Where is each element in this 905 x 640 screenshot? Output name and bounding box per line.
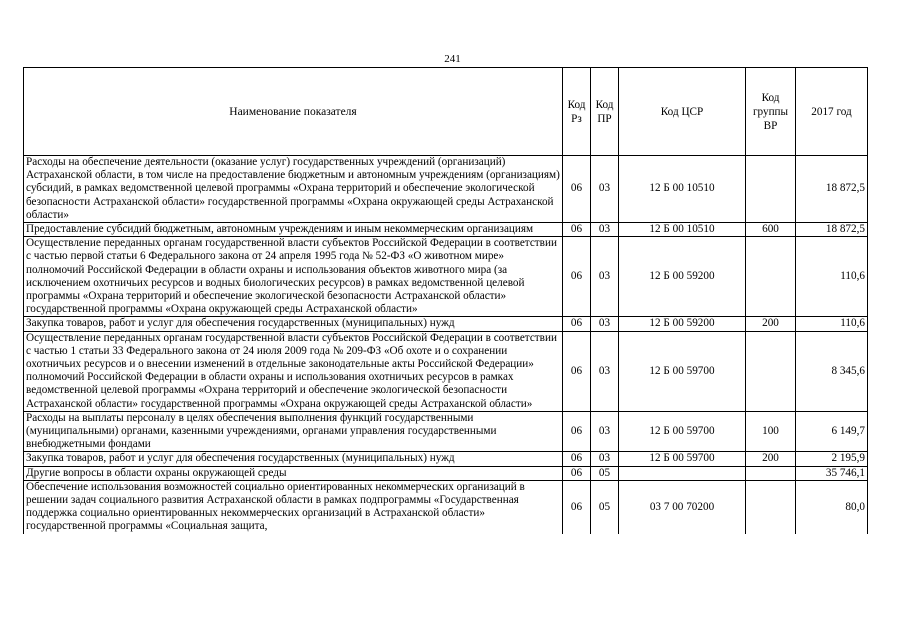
row-name: Закупка товаров, работ и услуг для обеспечения государственных (муниципальных) нужд xyxy=(24,317,563,331)
row-pr: 03 xyxy=(591,237,619,317)
row-pr: 03 xyxy=(591,317,619,331)
budget-table xyxy=(23,67,868,534)
table-row xyxy=(24,466,868,480)
row-amount: 35 746,1 xyxy=(796,466,868,480)
row-pr: 03 xyxy=(591,452,619,466)
header-name: Наименование показателя xyxy=(24,68,563,156)
row-pr: 03 xyxy=(591,331,619,411)
row-vr xyxy=(746,156,796,223)
row-amount: 110,6 xyxy=(796,317,868,331)
row-amount: 2 195,9 xyxy=(796,452,868,466)
row-csr: 12 Б 00 59700 xyxy=(619,331,746,411)
row-csr: 12 Б 00 10510 xyxy=(619,223,746,237)
row-rz: 06 xyxy=(563,466,591,480)
table-row xyxy=(24,317,868,331)
table-row xyxy=(24,156,868,223)
row-vr xyxy=(746,331,796,411)
row-name: Осуществление переданных органам государственной власти субъектов Российской Федерации в соответствии с частью первой статьи 6 Федерального закона от 24 апреля 1995 года № 52-ФЗ «О животном мире» полномочий Российской Федерации в области охраны и использования объектов животного мира (за исключением охотничьих ресурсов и водных биологических ресурсов) в рамках ведомственной целевой программы «Охрана территорий и обеспечение экологической безопасности Астраханской области» государственной программы «Охрана окружающей среды Астраханской области» xyxy=(24,237,563,317)
row-name: Закупка товаров, работ и услуг для обеспечения государственных (муниципальных) нужд xyxy=(24,452,563,466)
table-row xyxy=(24,480,868,533)
row-csr: 12 Б 00 59200 xyxy=(619,317,746,331)
row-name: Расходы на обеспечение деятельности (оказание услуг) государственных учреждений (организаций) Астраханской области, в том числе на предоставление бюджетным и автономным учреждениям (организациям) субсидий, в рамках ведомственной целевой программы «Охрана территорий и обеспечение экологической безопасности Астраханской области» государственной программы «Охрана окружающей среды Астраханской области» xyxy=(24,156,563,223)
row-rz: 06 xyxy=(563,156,591,223)
row-name: Обеспечение использования возможностей социально ориентированных некоммерческих организаций в решении задач социального развития Астраханской области в рамках подпрограммы «Государственная поддержка социально ориентированных некоммерческих организаций в Астраханской области» государственной программы «Социальная защита, xyxy=(24,480,563,533)
row-rz: 06 xyxy=(563,411,591,452)
row-rz: 06 xyxy=(563,480,591,533)
row-pr: 05 xyxy=(591,466,619,480)
row-name: Другие вопросы в области охраны окружающей среды xyxy=(24,466,563,480)
table-header-row xyxy=(24,68,868,156)
row-pr: 05 xyxy=(591,480,619,533)
row-vr xyxy=(746,466,796,480)
header-year: 2017 год xyxy=(796,68,868,156)
row-rz: 06 xyxy=(563,452,591,466)
header-vr: Код группы ВР xyxy=(746,68,796,156)
table-row xyxy=(24,411,868,452)
row-name: Предоставление субсидий бюджетным, автономным учреждениям и иным некоммерческим организациям xyxy=(24,223,563,237)
row-amount: 8 345,6 xyxy=(796,331,868,411)
header-rz: Код Рз xyxy=(563,68,591,156)
row-rz: 06 xyxy=(563,237,591,317)
row-csr xyxy=(619,466,746,480)
row-vr: 200 xyxy=(746,452,796,466)
header-pr: Код ПР xyxy=(591,68,619,156)
row-amount: 6 149,7 xyxy=(796,411,868,452)
row-vr: 600 xyxy=(746,223,796,237)
table-row xyxy=(24,331,868,411)
row-vr: 100 xyxy=(746,411,796,452)
row-pr: 03 xyxy=(591,156,619,223)
row-amount: 18 872,5 xyxy=(796,156,868,223)
row-amount: 18 872,5 xyxy=(796,223,868,237)
row-rz: 06 xyxy=(563,223,591,237)
row-csr: 12 Б 00 59700 xyxy=(619,452,746,466)
row-amount: 110,6 xyxy=(796,237,868,317)
table-row xyxy=(24,237,868,317)
row-name: Расходы на выплаты персоналу в целях обеспечения выполнения функций государственными (муниципальными) органами, казенными учреждениями, органами управления государственными внебюджетными фондами xyxy=(24,411,563,452)
row-vr xyxy=(746,237,796,317)
row-vr xyxy=(746,480,796,533)
row-csr: 03 7 00 70200 xyxy=(619,480,746,533)
row-csr: 12 Б 00 10510 xyxy=(619,156,746,223)
page-number: 241 xyxy=(444,53,461,65)
row-rz: 06 xyxy=(563,317,591,331)
row-csr: 12 Б 00 59700 xyxy=(619,411,746,452)
table-row xyxy=(24,223,868,237)
row-pr: 03 xyxy=(591,223,619,237)
table-row xyxy=(24,452,868,466)
row-rz: 06 xyxy=(563,331,591,411)
row-amount: 80,0 xyxy=(796,480,868,533)
row-vr: 200 xyxy=(746,317,796,331)
row-csr: 12 Б 00 59200 xyxy=(619,237,746,317)
header-csr: Код ЦСР xyxy=(619,68,746,156)
row-name: Осуществление переданных органам государственной власти субъектов Российской Федерации в соответствии с частью 1 статьи 33 Федерального закона от 24 июля 2009 года № 209-ФЗ «Об охоте и о сохранении охотничьих ресурсов и о внесении изменений в отдельные законодательные акты Российской Федерации» полномочий Российской Федерации в области охраны и использования охотничьих ресурсов в рамках ведомственной целевой программы «Охрана территорий и обеспечение экологической безопасности Астраханской области» государственной программы «Охрана окружающей среды Астраханской области» xyxy=(24,331,563,411)
row-pr: 03 xyxy=(591,411,619,452)
